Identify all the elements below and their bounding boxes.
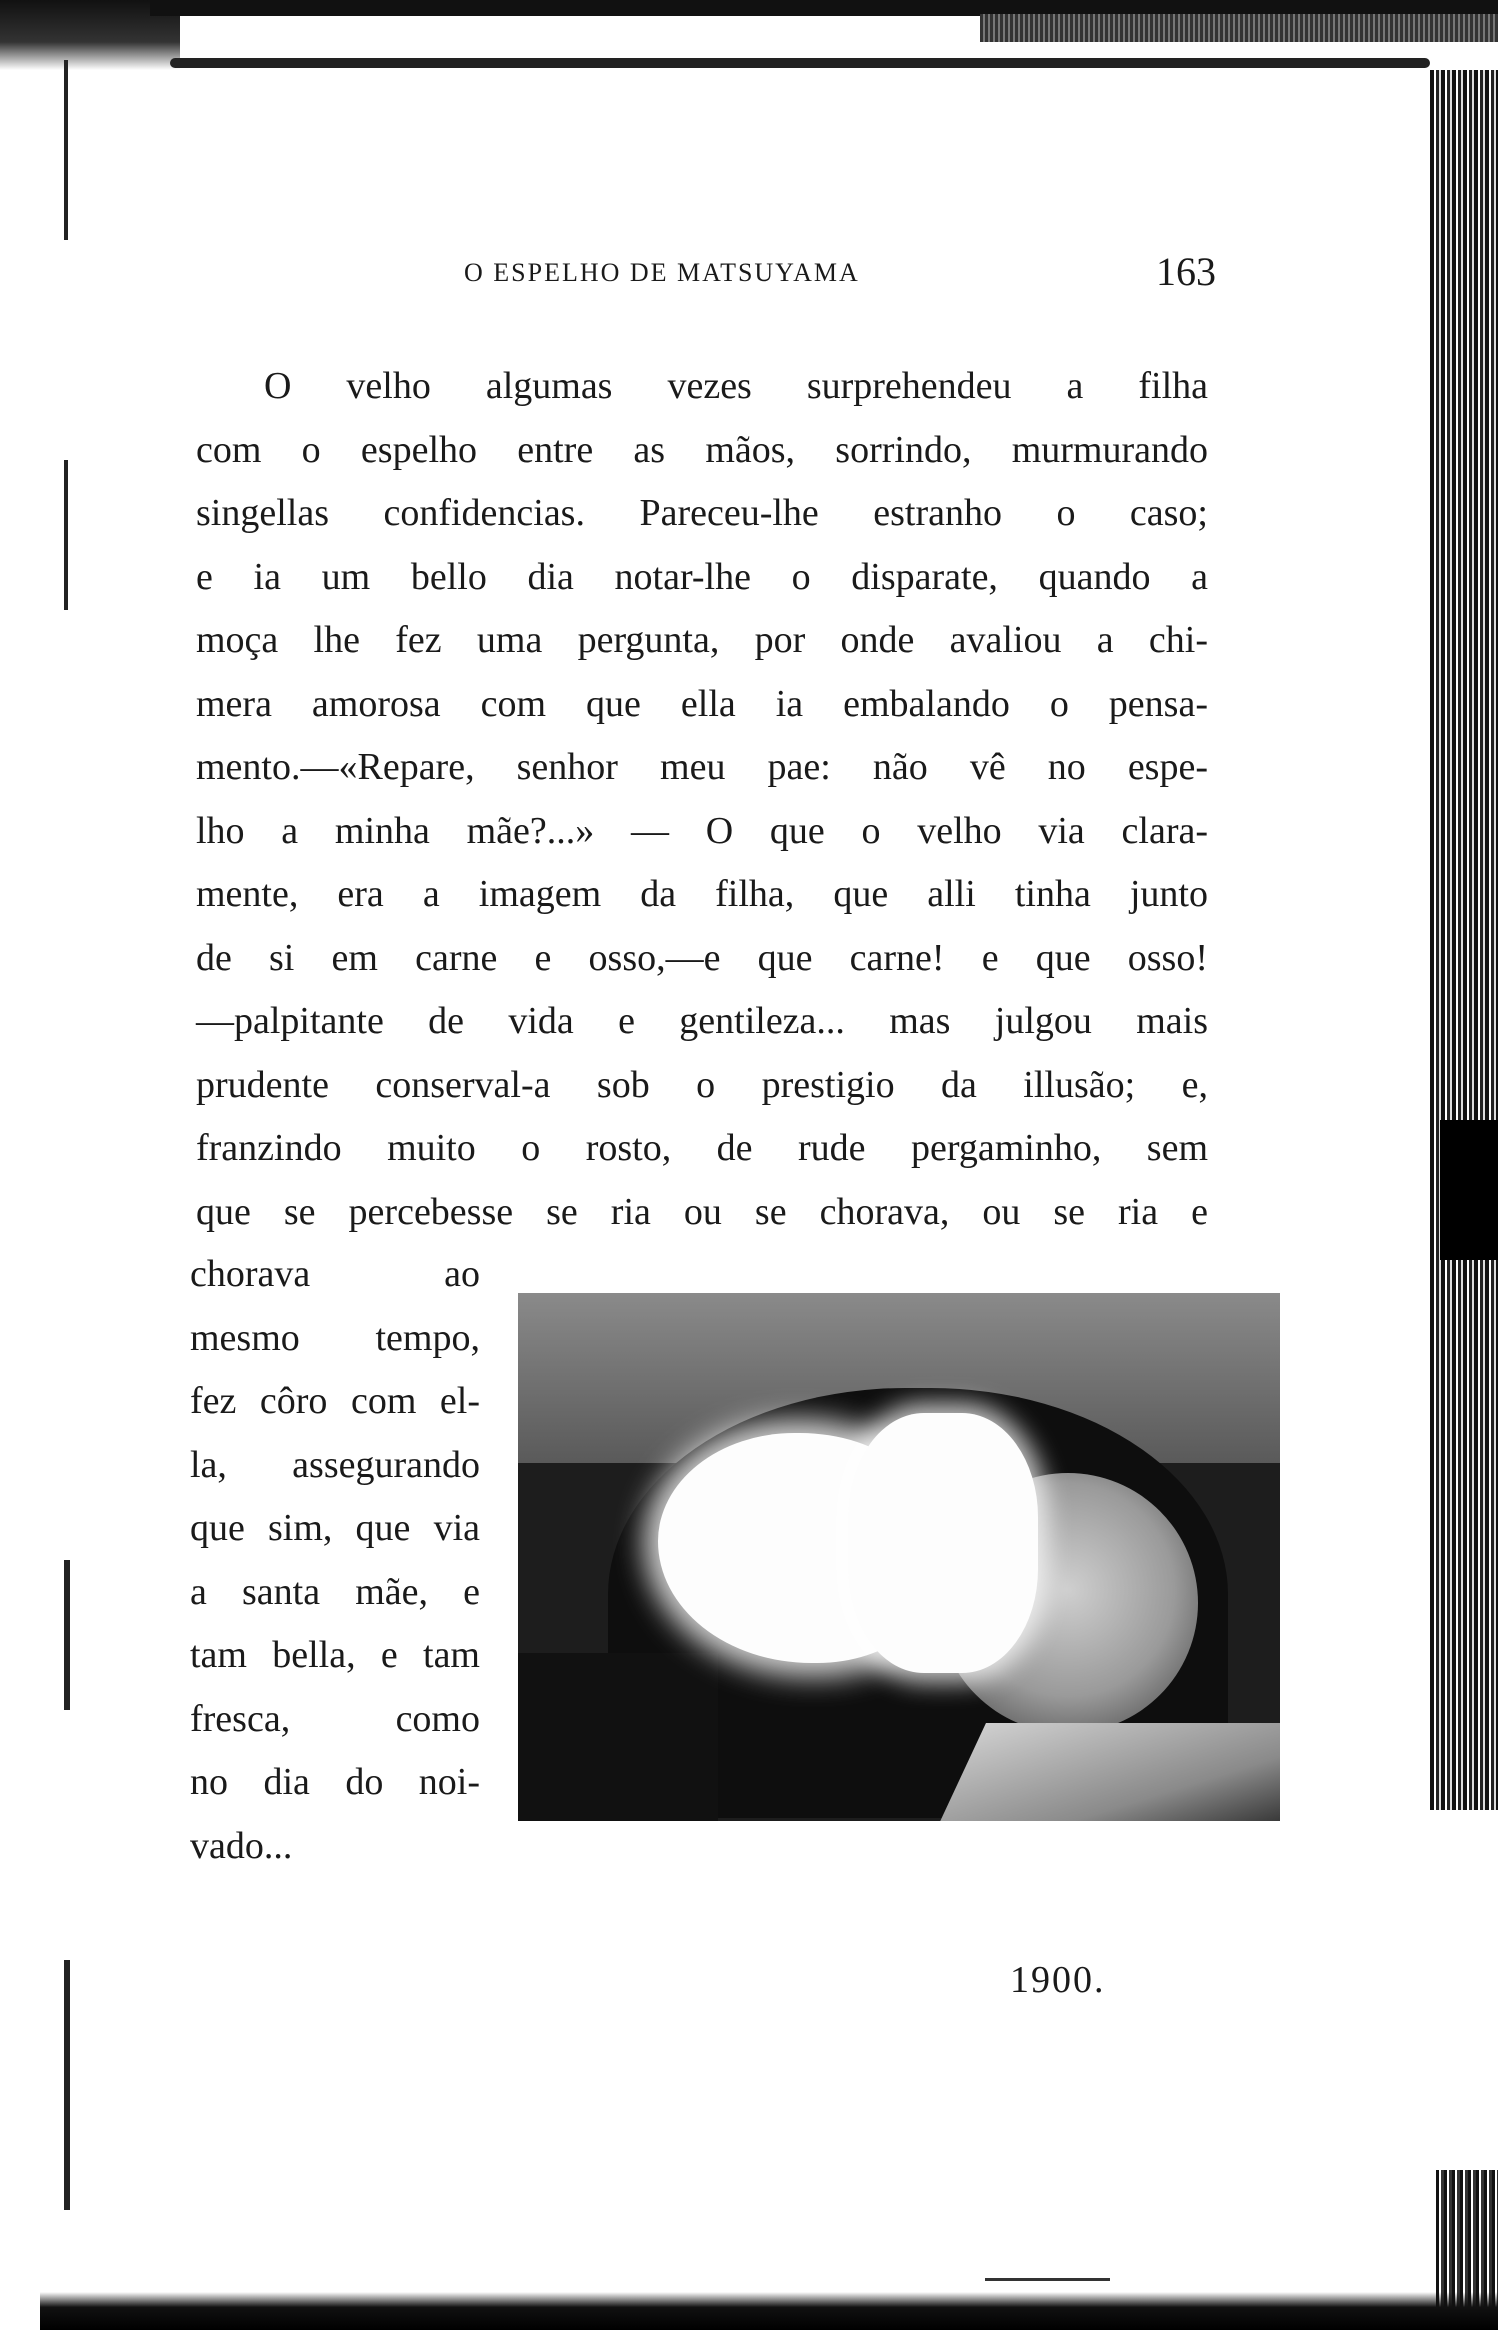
scan-edge-top-line — [170, 58, 1430, 68]
side-text-line: mesmo tempo, — [190, 1316, 480, 1359]
text-line: franzindo muito o rosto, de rude pergaminho, sem — [196, 1127, 1208, 1169]
side-text-line: la, assegurando — [190, 1443, 480, 1486]
text-line: mera amorosa com que ella ia embalando o pensa- — [196, 682, 1208, 725]
running-header — [196, 248, 1216, 298]
scan-edge-bottom — [40, 2292, 1498, 2330]
text-line: que se percebesse se ria ou se chorava, ou se ria e — [196, 1190, 1208, 1233]
running-title: O ESPELHO DE MATSUYAMA — [464, 258, 860, 287]
photograph-of-young-girl — [518, 1293, 1280, 1821]
text-line: —palpitante de vida e gentileza... mas julgou mais — [196, 1000, 1208, 1042]
text-line: de si em carne e osso,—e que carne! e que osso! — [196, 936, 1208, 979]
side-text-line: vado... — [190, 1824, 293, 1867]
text-line: singellas confidencias. Pareceu-lhe estranho o caso; — [196, 492, 1208, 534]
side-text-line: chorava ao — [190, 1253, 480, 1295]
scan-edge-top-right — [980, 14, 1498, 42]
scan-edge-right-dark — [1440, 1120, 1498, 1260]
text-line: com o espelho entre as mãos, sorrindo, murmurando — [196, 428, 1208, 471]
main-paragraph — [196, 355, 1208, 1244]
side-text-line: fresca, como — [190, 1697, 480, 1740]
text-line: O velho algumas vezes surprehendeu a filha — [264, 365, 1208, 407]
text-line: prudente conserval-a sob o prestigio da illusão; e, — [196, 1063, 1208, 1106]
side-text-line: tam bella, e tam — [190, 1634, 480, 1676]
side-text-line: no dia do noi- — [190, 1761, 480, 1803]
scan-left-mark — [64, 1960, 70, 2210]
side-text-line: fez côro com el- — [190, 1380, 480, 1422]
side-text-line: a santa mãe, e — [190, 1570, 480, 1613]
footer-rule — [985, 2278, 1110, 2281]
scan-edge-right — [1430, 70, 1498, 1810]
photo-damaged-area — [848, 1413, 1038, 1673]
closing-date: 1900. — [1010, 1959, 1106, 2001]
text-line: lho a minha mãe?...» — O que o velho via clara- — [196, 809, 1208, 852]
page-number: 163 — [1156, 249, 1216, 294]
text-line: mente, era a imagem da filha, que alli tinha junto — [196, 873, 1208, 915]
photo-collar — [930, 1723, 1280, 1821]
photo-shoulder — [518, 1653, 718, 1821]
side-text-line: que sim, que via — [190, 1507, 480, 1549]
scan-left-mark — [64, 60, 68, 240]
scan-left-mark — [64, 1560, 70, 1710]
text-line: moça lhe fez uma pergunta, por onde avaliou a chi- — [196, 619, 1208, 661]
text-line: mento.—«Repare, senhor meu pae: não vê no espe- — [196, 746, 1208, 788]
text-line: e ia um bello dia notar-lhe o disparate, quando a — [196, 555, 1208, 598]
side-column-text — [190, 1243, 480, 1878]
scan-left-mark — [64, 460, 68, 610]
